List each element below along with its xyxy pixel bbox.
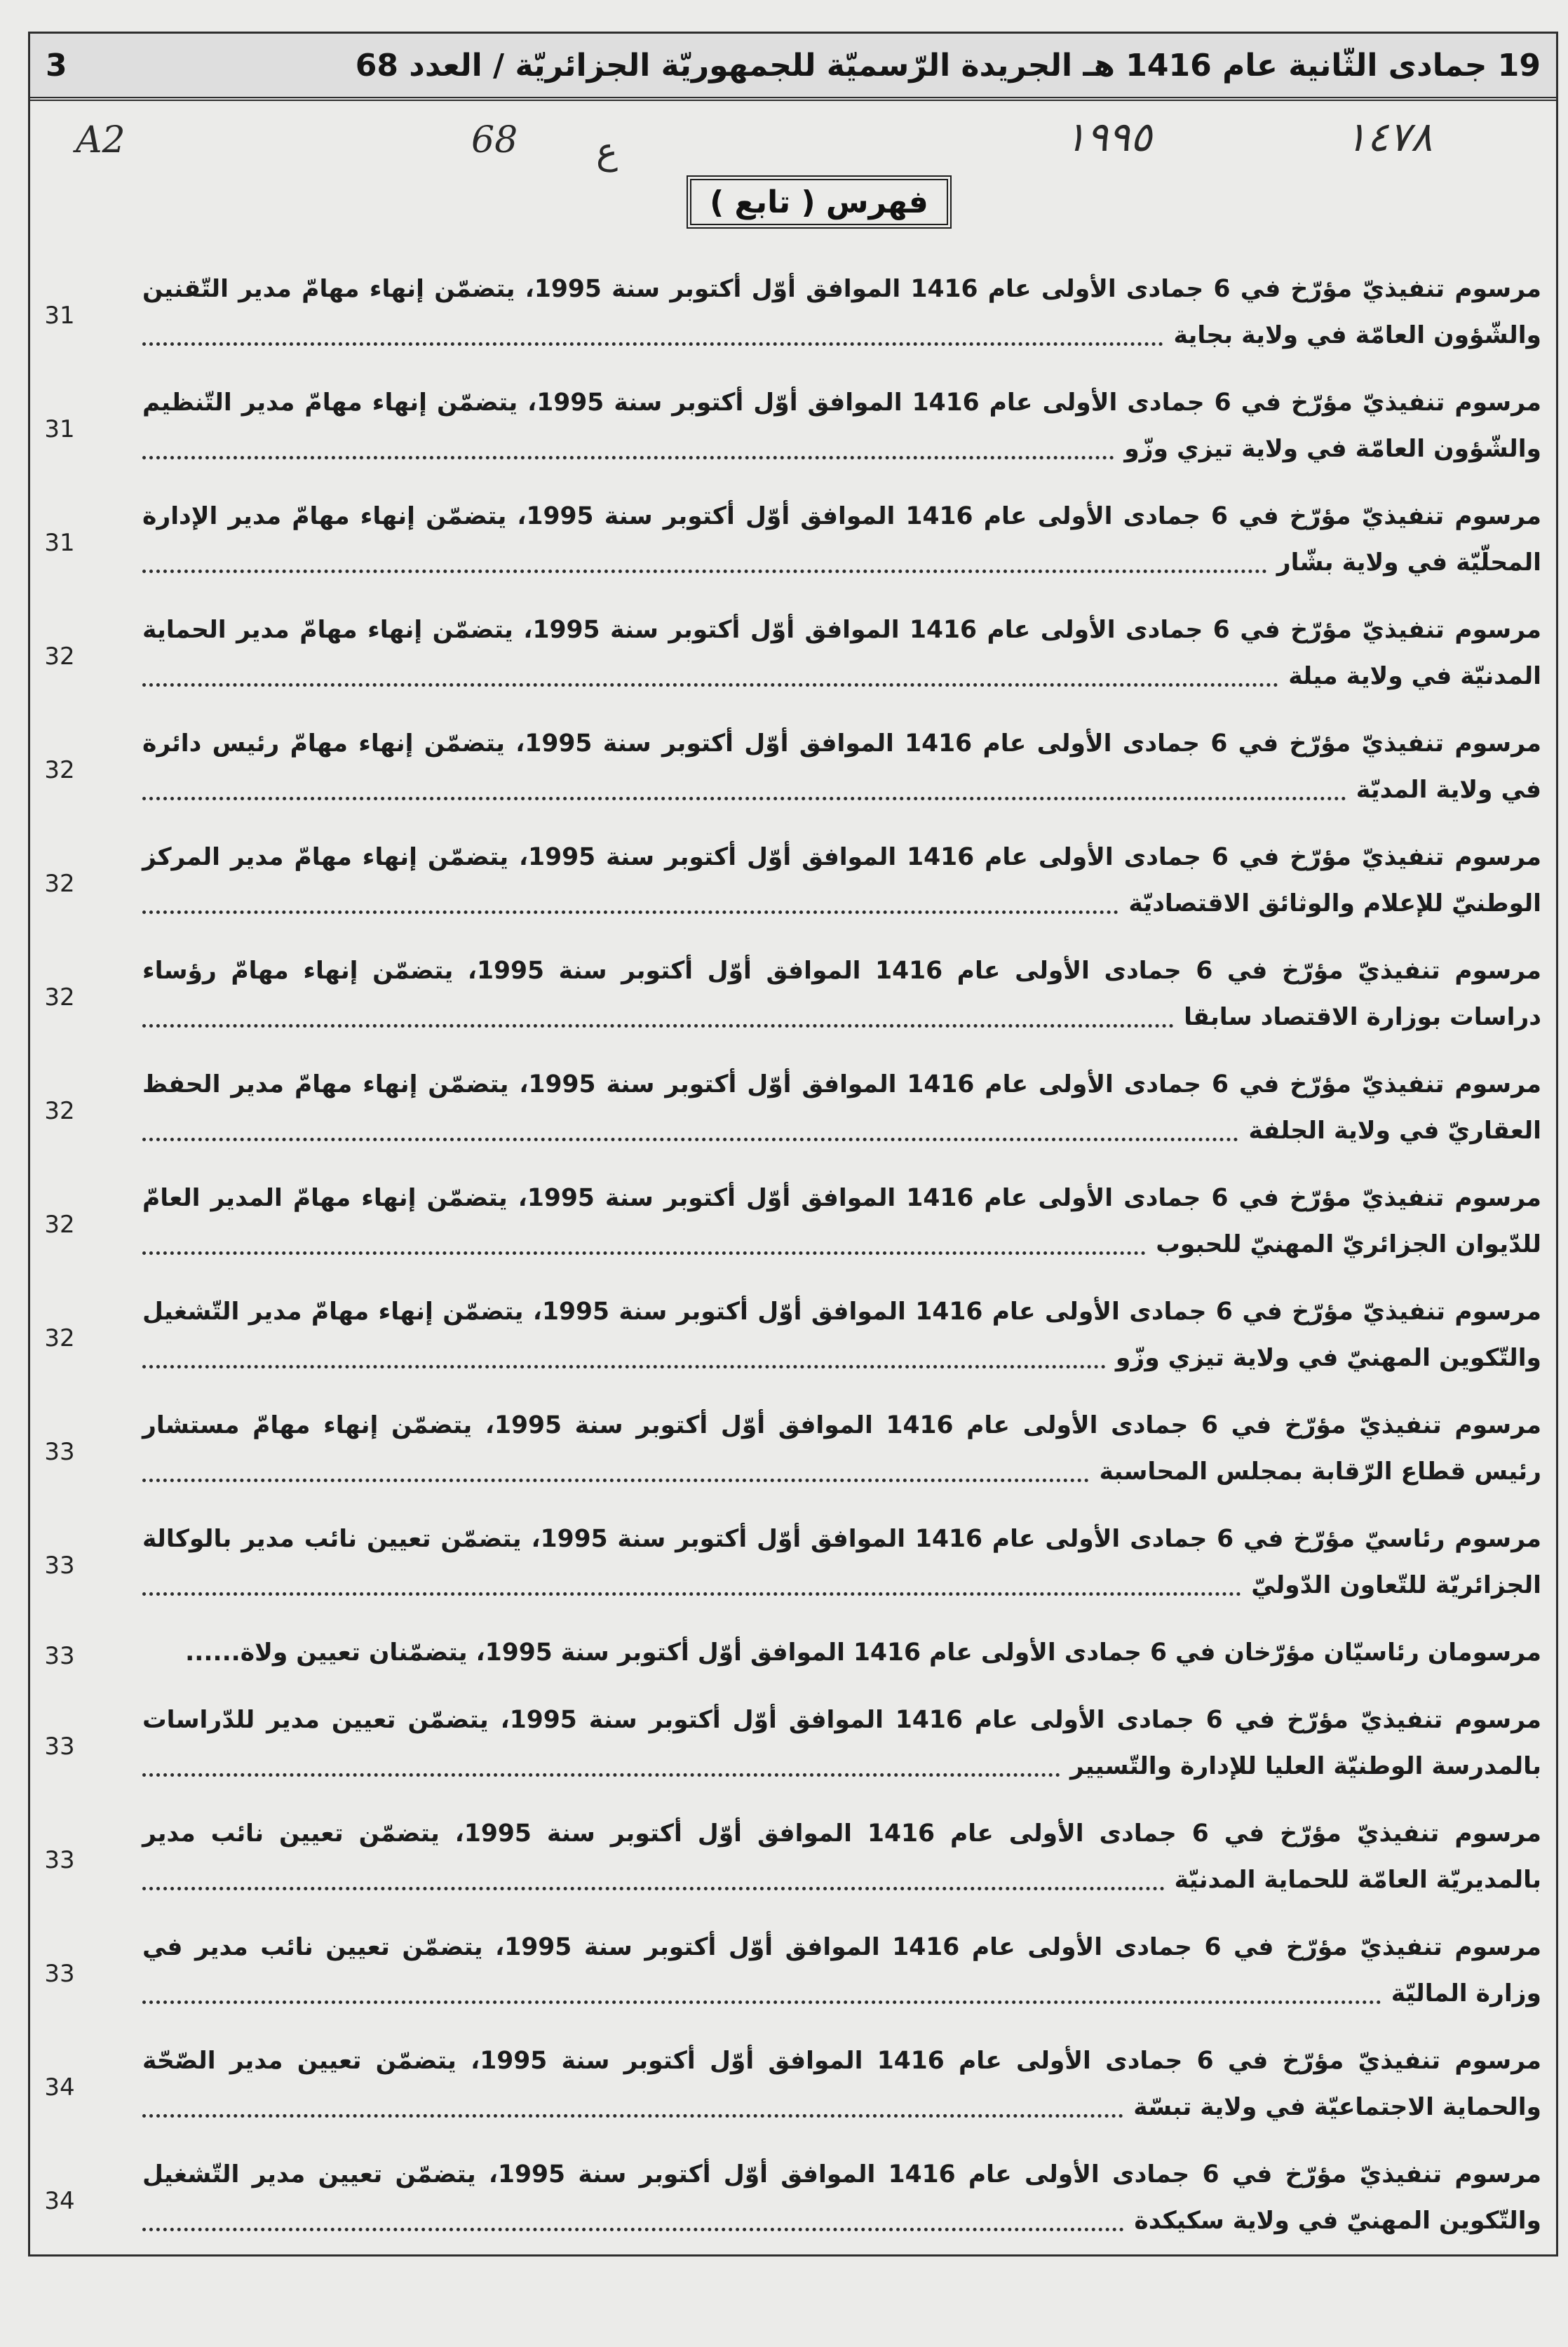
entry-page-number: 31 (44, 302, 75, 330)
header-page-number: 3 (46, 47, 67, 83)
entry-subject: المدنيّة في ولاية ميلة (1288, 662, 1541, 690)
entry-title-continuation (142, 1221, 1541, 1267)
dot-leader (142, 1592, 1241, 1596)
dot-leader (142, 1138, 1238, 1141)
entry-title: مرسوم تنفيذيّ مؤرّخ في 6 جمادى الأولى عام 1416 الموافق أوّل أكتوبر سنة 1995، يتضمّن تعيين نائب مدير في (142, 1933, 1542, 1961)
dot-leader (142, 342, 1163, 346)
entry-title: مرسوم تنفيذيّ مؤرّخ في 6 جمادى الأولى عام 1416 الموافق أوّل أكتوبر سنة 1995، يتضمّن إنهاء مهامّ مستشار (142, 1411, 1542, 1439)
index-entry (39, 2151, 1541, 2244)
entry-title: مرسوم تنفيذيّ مؤرّخ في 6 جمادى الأولى عام 1416 الموافق أوّل أكتوبر سنة 1995، يتضمّن إنهاء مهامّ رؤساء (142, 957, 1541, 985)
entry-subject: بالمديريّة العامّة للحماية المدنيّة (1174, 1866, 1541, 1894)
index-entry (39, 607, 1541, 699)
index-entry (39, 1697, 1541, 1789)
entry-title-continuation (142, 653, 1541, 699)
entry-text (142, 1697, 1541, 1789)
entry-title-continuation (142, 1857, 1541, 1903)
dot-leader (142, 797, 1346, 800)
dot-leader (142, 1365, 1106, 1368)
entry-title: مرسوم تنفيذيّ مؤرّخ في 6 جمادى الأولى عام 1416 الموافق أوّل أكتوبر سنة 1995، يتضمّن إنهاء مهامّ مدير الإدارة (142, 502, 1541, 530)
section-title: فهرس ( تابع ) (710, 184, 928, 220)
index-entry (39, 1516, 1541, 1608)
entry-subject: والتّكوين المهنيّ في ولاية تيزي وزّو (1115, 1344, 1541, 1372)
dot-leader (142, 1024, 1174, 1028)
entry-text (142, 2038, 1541, 2130)
entry-text (142, 1402, 1541, 1495)
entry-title-continuation (142, 426, 1541, 472)
entry-subject: الوطنيّ للإعلام والوثائق الاقتصاديّة (1128, 889, 1541, 917)
entry-title-continuation (142, 312, 1541, 358)
entry-subject: والتّكوين المهنيّ في ولاية سكيكدة (1134, 2207, 1541, 2235)
entry-title-continuation (142, 2084, 1541, 2130)
entry-text (142, 948, 1541, 1040)
entry-title: مرسوم رئاسيّ مؤرّخ في 6 جمادى الأولى عام 1416 الموافق أوّل أكتوبر سنة 1995، يتضمّن تعيين نائب مدير بالوكالة (142, 1525, 1541, 1553)
index-entry (39, 493, 1541, 586)
entry-subject: والشّؤون العامّة في ولاية تيزي وزّو (1124, 435, 1541, 463)
index-entry (39, 1629, 1541, 1676)
entry-text (142, 2151, 1541, 2244)
entry-page-number: 32 (44, 756, 75, 784)
entry-text (142, 607, 1541, 699)
dot-leader (142, 456, 1114, 459)
index-entry (39, 1810, 1541, 1903)
handwritten-note-letter: ع (596, 130, 619, 173)
entry-page-number: 32 (44, 1211, 75, 1239)
entry-text (142, 1175, 1541, 1267)
entry-text (142, 1516, 1541, 1608)
entry-subject: والحماية الاجتماعيّة في ولاية تبسّة (1133, 2093, 1541, 2121)
dot-leader (142, 2228, 1124, 2231)
entry-title: مرسوم تنفيذيّ مؤرّخ في 6 جمادى الأولى عام 1416 الموافق أوّل أكتوبر سنة 1995، يتضمّن إنهاء مهامّ مدير الحماية (142, 616, 1542, 644)
index-entry (39, 1289, 1541, 1381)
entry-title-continuation (142, 1562, 1541, 1608)
entry-title: مرسوم تنفيذيّ مؤرّخ في 6 جمادى الأولى عام 1416 الموافق أوّل أكتوبر سنة 1995، يتضمّن إنهاء مهامّ المدير العامّ (142, 1184, 1542, 1212)
entry-page-number: 31 (44, 415, 75, 443)
handwritten-note-year: ١٩٩٥ (1065, 113, 1152, 161)
entry-text (142, 1924, 1541, 2017)
entry-text (142, 1629, 1541, 1676)
entry-subject: وزارة الماليّة (1391, 1979, 1541, 2008)
entry-page-number: 32 (44, 1324, 75, 1352)
entry-title-continuation (142, 767, 1541, 813)
index-entry (39, 1924, 1541, 2017)
entry-text (142, 1289, 1541, 1381)
entry-title-continuation (142, 994, 1541, 1040)
entry-subject: الجزائريّة للتّعاون الدّوليّ (1251, 1571, 1541, 1599)
index-entry (39, 1175, 1541, 1267)
entry-title: مرسوم تنفيذيّ مؤرّخ في 6 جمادى الأولى عام 1416 الموافق أوّل أكتوبر سنة 1995، يتضمّن تعيين مدير التّشغيل (142, 2160, 1541, 2188)
entry-subject: المحلّيّة في ولاية بشّار (1276, 549, 1541, 577)
entry-text (142, 720, 1541, 813)
dot-leader (142, 1251, 1146, 1255)
entry-title-continuation (142, 2198, 1541, 2244)
entry-page-number: 32 (44, 870, 75, 898)
entry-title: مرسوم تنفيذيّ مؤرّخ في 6 جمادى الأولى عام 1416 الموافق أوّل أكتوبر سنة 1995، يتضمّن إنهاء مهامّ مدير التّنظيم (142, 389, 1542, 417)
index-list (39, 266, 1541, 2244)
index-entry (39, 379, 1541, 472)
entry-subject: في ولاية المديّة (1356, 776, 1541, 804)
entry-page-number: 33 (44, 1733, 75, 1761)
entry-subject: بالمدرسة الوطنيّة العليا للإدارة والتّسيير (1070, 1752, 1541, 1780)
entry-title: مرسومان رئاسيّان مؤرّخان في 6 جمادى الأولى عام 1416 الموافق أوّل أكتوبر سنة 1995، يتضمّنان تعيين ولاة...... (185, 1639, 1541, 1667)
entry-subject: دراسات بوزارة الاقتصاد سابقا (1184, 1003, 1541, 1031)
dot-leader (142, 2114, 1123, 2118)
entry-title: مرسوم تنفيذيّ مؤرّخ في 6 جمادى الأولى عام 1416 الموافق أوّل أكتوبر سنة 1995، يتضمّن تعيين نائب مدير (142, 1820, 1542, 1848)
entry-subject: للدّيوان الجزائريّ المهنيّ للحبوب (1156, 1230, 1541, 1258)
handwritten-note-issue: 68 (471, 119, 518, 161)
handwritten-note-number: ١٤٧٨ (1345, 113, 1433, 161)
entry-title: مرسوم تنفيذيّ مؤرّخ في 6 جمادى الأولى عام 1416 الموافق أوّل أكتوبر سنة 1995، يتضمّن إنهاء مهامّ مدير المركز (142, 843, 1541, 871)
entry-title-continuation (142, 1108, 1541, 1154)
entry-subject: العقاريّ في ولاية الجلفة (1248, 1117, 1541, 1145)
entry-title-continuation (142, 539, 1541, 586)
index-entry (39, 948, 1541, 1040)
dot-leader (142, 910, 1118, 914)
entry-page-number: 33 (44, 1438, 75, 1466)
entry-page-number: 33 (44, 1552, 75, 1580)
entry-title: مرسوم تنفيذيّ مؤرّخ في 6 جمادى الأولى عام 1416 الموافق أوّل أكتوبر سنة 1995، يتضمّن إنهاء مهامّ مدير الحفظ (142, 1070, 1542, 1098)
entry-title: مرسوم تنفيذيّ مؤرّخ في 6 جمادى الأولى عام 1416 الموافق أوّل أكتوبر سنة 1995، يتضمّن إنهاء مهامّ مدير التّشغيل (142, 1298, 1541, 1326)
entry-page-number: 32 (44, 643, 75, 671)
index-entry (39, 1402, 1541, 1495)
entry-subject: رئيس قطاع الرّقابة بمجلس المحاسبة (1099, 1458, 1541, 1486)
header-title: 19 جمادى الثّانية عام 1416 هـ الجريدة الرّسميّة للجمهوريّة الجزائريّة / العدد 68 (355, 47, 1541, 83)
entry-page-number: 34 (44, 2187, 75, 2215)
entry-page-number: 34 (44, 2073, 75, 2101)
dot-leader (142, 570, 1267, 573)
dot-leader (142, 1479, 1089, 1482)
entry-page-number: 33 (44, 1846, 75, 1874)
entry-text (142, 1810, 1541, 1903)
entry-page-number: 32 (44, 983, 75, 1011)
entry-text (142, 834, 1541, 927)
entry-text (142, 266, 1541, 358)
index-entry (39, 720, 1541, 813)
entry-text (142, 379, 1541, 472)
entry-page-number: 31 (44, 529, 75, 557)
dot-leader (142, 683, 1278, 687)
entry-title: مرسوم تنفيذيّ مؤرّخ في 6 جمادى الأولى عام 1416 الموافق أوّل أكتوبر سنة 1995، يتضمّن إنهاء مهامّ رئيس دائرة (142, 729, 1541, 758)
entry-title-continuation (142, 1970, 1541, 2017)
entry-title-continuation (142, 1743, 1541, 1789)
dot-leader (142, 1773, 1060, 1777)
entry-page-number: 32 (44, 1097, 75, 1125)
index-entry (39, 1061, 1541, 1154)
dot-leader (142, 1887, 1165, 1890)
entry-title-continuation (142, 1335, 1541, 1381)
entry-page-number: 33 (44, 1642, 75, 1670)
entry-title-continuation (142, 1448, 1541, 1495)
entry-page-number: 33 (44, 1960, 75, 1988)
entry-subject: والشّؤون العامّة في ولاية بجاية (1173, 321, 1541, 349)
index-entry (39, 266, 1541, 358)
entry-title: مرسوم تنفيذيّ مؤرّخ في 6 جمادى الأولى عام 1416 الموافق أوّل أكتوبر سنة 1995، يتضمّن تعيين مدير للدّراسات (142, 1706, 1542, 1734)
entry-text (142, 1061, 1541, 1154)
index-entry (39, 834, 1541, 927)
header-bar (30, 34, 1556, 101)
entry-title: مرسوم تنفيذيّ مؤرّخ في 6 جمادى الأولى عام 1416 الموافق أوّل أكتوبر سنة 1995، يتضمّن تعيين مدير الصّحّة (142, 2047, 1542, 2075)
index-entry (39, 2038, 1541, 2130)
dot-leader (142, 2000, 1381, 2004)
handwritten-note-code: A2 (76, 119, 126, 161)
entry-title: مرسوم تنفيذيّ مؤرّخ في 6 جمادى الأولى عام 1416 الموافق أوّل أكتوبر سنة 1995، يتضمّن إنهاء مهامّ مدير التّقنين (142, 275, 1541, 303)
entry-title-continuation (142, 880, 1541, 927)
section-title-box (687, 175, 952, 229)
entry-text (142, 493, 1541, 586)
